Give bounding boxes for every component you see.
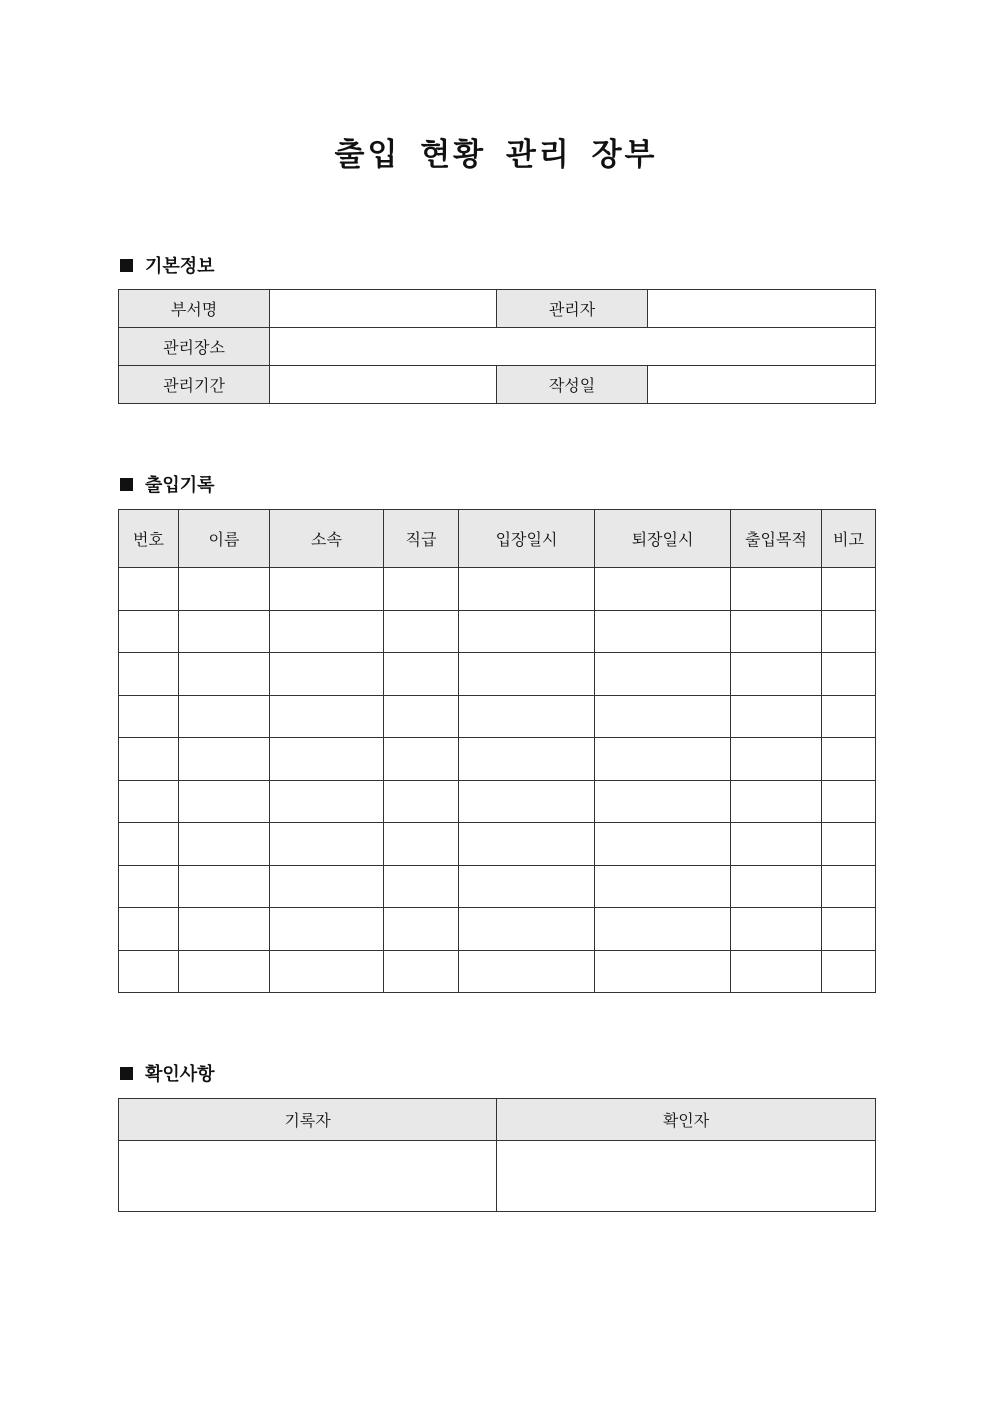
record-cell-notes[interactable]	[822, 780, 876, 823]
record-cell-name[interactable]	[179, 695, 270, 738]
record-cell-notes[interactable]	[822, 823, 876, 866]
table-row	[119, 695, 876, 738]
page-title: 출입 현황 관리 장부	[334, 137, 658, 173]
table-row	[119, 653, 876, 696]
record-cell-rank[interactable]	[384, 738, 459, 781]
date-label: 작성일	[497, 366, 648, 404]
section-heading-label: 확인사항	[145, 1064, 215, 1085]
square-bullet-icon	[120, 478, 133, 491]
section-heading-records	[120, 472, 215, 496]
record-cell-exit-time[interactable]	[595, 823, 731, 866]
confirmer-label: 확인자	[497, 1099, 876, 1141]
section-heading-confirmation	[120, 1061, 215, 1085]
department-field[interactable]	[270, 290, 497, 328]
record-cell-entry-time[interactable]	[459, 780, 595, 823]
record-cell-purpose[interactable]	[731, 610, 822, 653]
record-cell-rank[interactable]	[384, 950, 459, 993]
record-cell-entry-time[interactable]	[459, 653, 595, 696]
record-cell-entry-time[interactable]	[459, 908, 595, 951]
record-cell-name[interactable]	[179, 908, 270, 951]
confirmation-table	[118, 1098, 876, 1212]
record-cell-rank[interactable]	[384, 610, 459, 653]
column-header-exit-time: 퇴장일시	[595, 510, 731, 568]
record-cell-purpose[interactable]	[731, 568, 822, 611]
period-field[interactable]	[270, 366, 497, 404]
record-cell-entry-time[interactable]	[459, 695, 595, 738]
record-cell-notes[interactable]	[822, 695, 876, 738]
record-cell-notes[interactable]	[822, 653, 876, 696]
record-cell-purpose[interactable]	[731, 823, 822, 866]
record-cell-purpose[interactable]	[731, 865, 822, 908]
record-cell-purpose[interactable]	[731, 653, 822, 696]
record-cell-notes[interactable]	[822, 738, 876, 781]
record-cell-number[interactable]	[119, 950, 179, 993]
record-cell-rank[interactable]	[384, 823, 459, 866]
department-label: 부서명	[119, 290, 270, 328]
column-header-name: 이름	[179, 510, 270, 568]
section-heading-label: 출입기록	[145, 475, 215, 496]
record-cell-affiliation[interactable]	[270, 695, 384, 738]
record-cell-entry-time[interactable]	[459, 610, 595, 653]
record-cell-entry-time[interactable]	[459, 823, 595, 866]
manager-field[interactable]	[648, 290, 876, 328]
record-cell-number[interactable]	[119, 653, 179, 696]
record-cell-affiliation[interactable]	[270, 823, 384, 866]
record-cell-exit-time[interactable]	[595, 908, 731, 951]
period-label: 관리기간	[119, 366, 270, 404]
record-cell-name[interactable]	[179, 568, 270, 611]
recorder-label: 기록자	[119, 1099, 497, 1141]
record-cell-exit-time[interactable]	[595, 568, 731, 611]
record-cell-exit-time[interactable]	[595, 738, 731, 781]
record-cell-exit-time[interactable]	[595, 780, 731, 823]
record-cell-name[interactable]	[179, 950, 270, 993]
record-cell-affiliation[interactable]	[270, 738, 384, 781]
table-row	[119, 366, 876, 404]
record-cell-rank[interactable]	[384, 695, 459, 738]
manager-label: 관리자	[497, 290, 648, 328]
location-label: 관리장소	[119, 328, 270, 366]
record-cell-number[interactable]	[119, 568, 179, 611]
record-cell-notes[interactable]	[822, 950, 876, 993]
record-cell-number[interactable]	[119, 695, 179, 738]
record-cell-exit-time[interactable]	[595, 653, 731, 696]
record-cell-name[interactable]	[179, 653, 270, 696]
table-row	[119, 950, 876, 993]
record-cell-name[interactable]	[179, 865, 270, 908]
section-heading-label: 기본정보	[145, 256, 215, 277]
table-row	[119, 1141, 876, 1212]
record-cell-exit-time[interactable]	[595, 865, 731, 908]
section-heading-basic-info	[120, 253, 215, 277]
record-cell-notes[interactable]	[822, 908, 876, 951]
table-row	[119, 780, 876, 823]
record-cell-name[interactable]	[179, 823, 270, 866]
record-cell-entry-time[interactable]	[459, 568, 595, 611]
record-cell-purpose[interactable]	[731, 780, 822, 823]
record-cell-entry-time[interactable]	[459, 950, 595, 993]
record-cell-affiliation[interactable]	[270, 568, 384, 611]
table-header-row	[119, 1099, 876, 1141]
column-header-notes: 비고	[822, 510, 876, 568]
recorder-signature-field[interactable]	[119, 1141, 497, 1212]
record-cell-rank[interactable]	[384, 568, 459, 611]
record-cell-notes[interactable]	[822, 865, 876, 908]
record-cell-rank[interactable]	[384, 908, 459, 951]
record-cell-rank[interactable]	[384, 865, 459, 908]
table-row	[119, 290, 876, 328]
table-row	[119, 610, 876, 653]
record-cell-exit-time[interactable]	[595, 695, 731, 738]
record-cell-affiliation[interactable]	[270, 865, 384, 908]
record-cell-name[interactable]	[179, 738, 270, 781]
record-cell-purpose[interactable]	[731, 950, 822, 993]
record-cell-rank[interactable]	[384, 653, 459, 696]
table-row	[119, 865, 876, 908]
record-cell-name[interactable]	[179, 780, 270, 823]
record-cell-purpose[interactable]	[731, 738, 822, 781]
date-field[interactable]	[648, 366, 876, 404]
table-header-row	[119, 510, 876, 568]
record-cell-notes[interactable]	[822, 610, 876, 653]
record-cell-purpose[interactable]	[731, 695, 822, 738]
record-cell-exit-time[interactable]	[595, 610, 731, 653]
records-table	[118, 509, 876, 993]
table-row	[119, 823, 876, 866]
record-cell-number[interactable]	[119, 823, 179, 866]
record-cell-exit-time[interactable]	[595, 950, 731, 993]
record-cell-affiliation[interactable]	[270, 653, 384, 696]
record-cell-number[interactable]	[119, 908, 179, 951]
table-row	[119, 568, 876, 611]
record-cell-affiliation[interactable]	[270, 950, 384, 993]
record-cell-number[interactable]	[119, 738, 179, 781]
record-cell-entry-time[interactable]	[459, 738, 595, 781]
location-field[interactable]	[270, 328, 876, 366]
record-cell-affiliation[interactable]	[270, 780, 384, 823]
square-bullet-icon	[120, 259, 133, 272]
record-cell-number[interactable]	[119, 865, 179, 908]
record-cell-number[interactable]	[119, 780, 179, 823]
record-cell-notes[interactable]	[822, 568, 876, 611]
square-bullet-icon	[120, 1067, 133, 1080]
column-header-purpose: 출입목적	[731, 510, 822, 568]
record-cell-purpose[interactable]	[731, 908, 822, 951]
confirmer-signature-field[interactable]	[497, 1141, 876, 1212]
column-header-affiliation: 소속	[270, 510, 384, 568]
column-header-entry-time: 입장일시	[459, 510, 595, 568]
table-row	[119, 328, 876, 366]
record-cell-entry-time[interactable]	[459, 865, 595, 908]
record-cell-affiliation[interactable]	[270, 908, 384, 951]
record-cell-affiliation[interactable]	[270, 610, 384, 653]
column-header-number: 번호	[119, 510, 179, 568]
table-row	[119, 738, 876, 781]
column-header-rank: 직급	[384, 510, 459, 568]
record-cell-name[interactable]	[179, 610, 270, 653]
record-cell-rank[interactable]	[384, 780, 459, 823]
record-cell-number[interactable]	[119, 610, 179, 653]
basic-info-table	[118, 289, 876, 404]
table-row	[119, 908, 876, 951]
